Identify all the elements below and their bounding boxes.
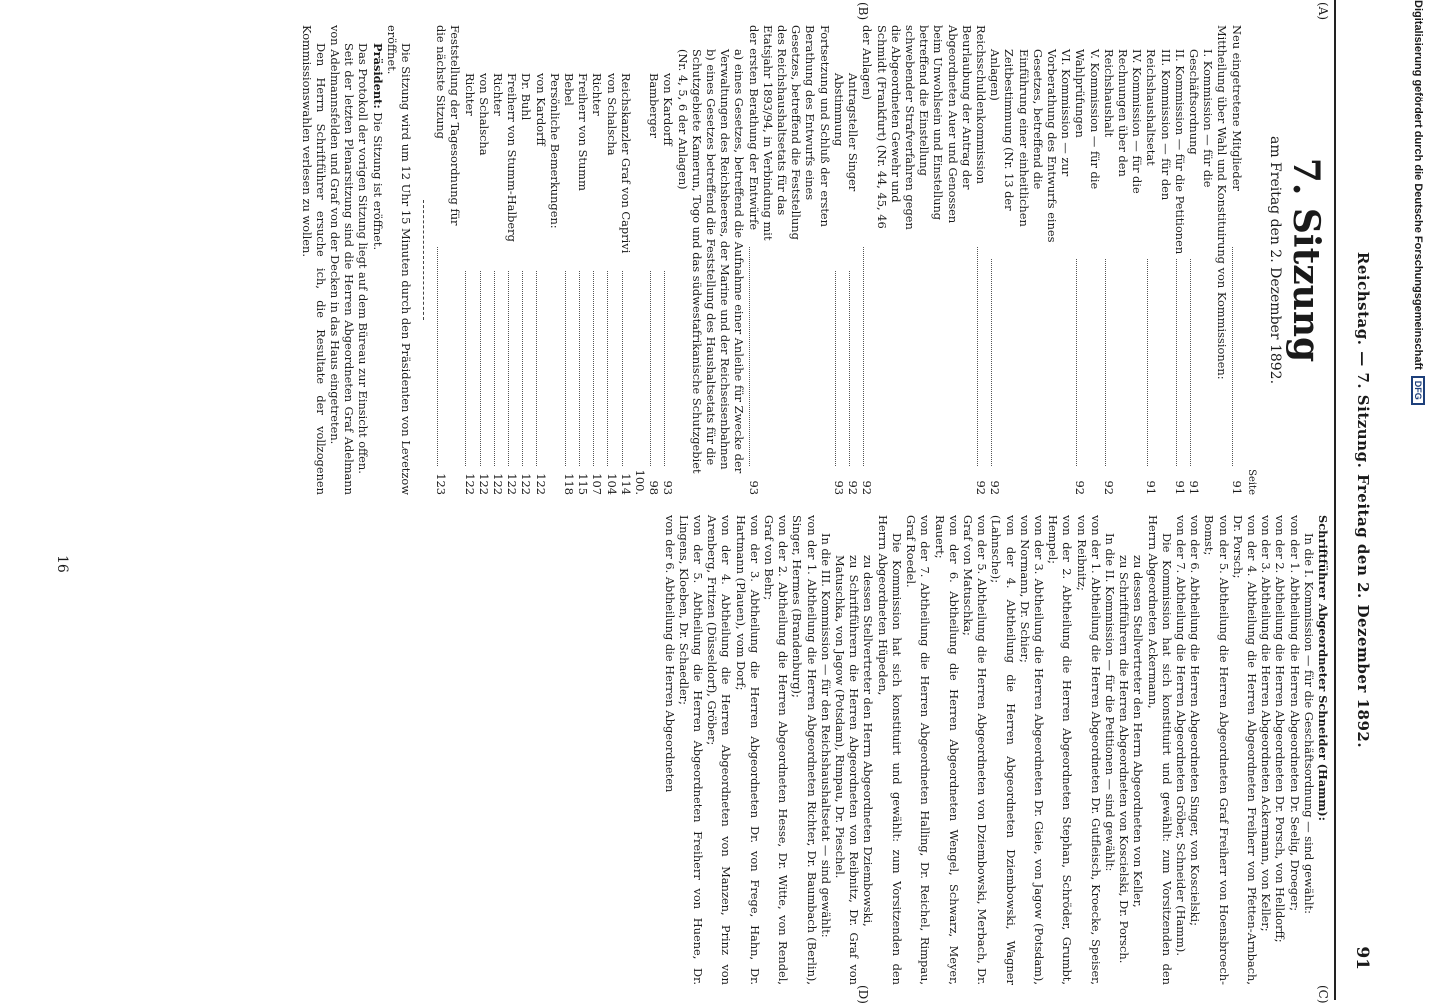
toc-entry: [576, 25, 590, 495]
toc-entry-page: 122: [462, 473, 477, 495]
session-date: am Freitag den 2. Dezember 1892.: [1267, 135, 1283, 385]
toc-entry: [562, 25, 576, 495]
toc-entry-text: von Kardorff: [661, 73, 676, 146]
toc-dot-leader: [508, 271, 509, 466]
toc-dot-leader: [536, 271, 537, 466]
toc-entry: [491, 25, 505, 495]
toc-entry-text: Beurlaubung der Antrag der Abgeordneten Auer und Genossen beim Unwohlsein und Einstellung betreffend die Einstellung schwebender Strafverfahren gegen die Abgeordneten Gewehr und Schmidt (Frankfurt) (Nr. 44, 45, 46 der Anlagen): [860, 25, 974, 230]
president-label: Präsident:: [370, 43, 385, 109]
toc-entry: [462, 25, 476, 495]
toc-entry: [1144, 25, 1172, 495]
commission-line: von der 2. Abtheilung die Herren Abgeordneten Stephan, Schröder, Grumbt, Hempel;: [1046, 515, 1075, 985]
toc-entry-text: a) eines Gesetzes, betreffend die Aufnahme einer Anleihe für Zwecke der Verwaltungen des Reichsheeres, der Marine und der Reichseisenbahnen: [718, 49, 747, 474]
toc-entry: [661, 25, 675, 495]
toc-entry: [1073, 25, 1101, 495]
commission-line: von der 6. Abtheilung die Herren Abgeordneten Wengel, Schwarz, Meyer, Rauert;: [932, 515, 961, 985]
toc-entry-text: Reichskanzler Graf von Caprivi: [618, 73, 633, 254]
commission-line: zu dessen Stellvertreter den Herrn Abgeordneten von Keller,: [1131, 555, 1146, 908]
commission-line: zu Schriftführern die Herren Abgeordneten von Reibnitz, Dr. Graf von Matuschka, von Jagow (Potsdam), Rimpau, Dr. Pieschel.: [833, 555, 862, 985]
commission-line: von der 6. Abtheilung die Herren Abgeordneten Singer, von Koscielski;: [1188, 515, 1203, 926]
commission-line: von der 4. Abtheilung die Herren Abgeordneten von Manzen, Prinz von Arenberg, Fritzen (Düsseldorf), Gröber;: [705, 515, 734, 985]
toc-entry-page: 100. 114: [618, 469, 648, 495]
commission-line: von der 3. Abtheilung die Herren Abgeordneten Dr. Gieie, von Jagow (Potsdam), von Normann, Dr. Schier;: [1017, 515, 1046, 985]
paragraph-request: Den Herrn Schriftführer ersuche ich, die Resultate der vollzogenen Kommissionswahlen verlesen zu wollen.: [299, 25, 328, 495]
toc-dot-leader: [522, 271, 523, 466]
commission-line: zu Schriftführern die Herren Abgeordneten von Koscielski, Dr. Porsch.: [1117, 555, 1132, 964]
commission-line: von der 7. Abtheilung die Herren Abgeordneten Gröber, Schneider (Hamm).: [1173, 515, 1188, 956]
toc-entry: [477, 25, 491, 495]
toc-entry: [1229, 25, 1243, 495]
toc-dot-leader: [1176, 259, 1177, 466]
opening-paragraph: Die Sitzung wird um 12 Uhr 15 Minuten durch den Präsidenten von Levetzow eröffnet.: [384, 25, 414, 495]
toc-entry: [860, 25, 974, 495]
commission-line: von der 5. Abtheilung die Herren Abgeordneten Graf Freiherr von Hoensbroech-Bomst;: [1202, 515, 1231, 985]
toc-entry-page: 92: [846, 480, 861, 495]
toc-entry-text: VI. Kommission — zur Vorberathung des Entwurfs eines Gesetzes, betreffend die Einführung einer einheitlichen Zeitbestimmung (Nr. 13 der Anlagen): [988, 49, 1074, 243]
toc-entry: [832, 25, 846, 495]
toc-entry-text: Bebel: [562, 73, 577, 106]
seite-label: Seite: [1245, 469, 1257, 495]
toc-entry-page: 98: [647, 480, 662, 495]
toc-dot-leader: [480, 271, 481, 466]
commission-line: Die Kommission hat sich konstituirt und gewählt: zum Vorsitzenden den Herrn Abgeordneten Hüpeden,: [875, 515, 904, 985]
toc-entry-page: 92: [860, 480, 875, 495]
toc-entry: [604, 25, 618, 495]
toc-entry-page: 92: [988, 480, 1003, 495]
rotated-scanned-page: [40, 0, 1390, 1004]
toc-entry-text: Dr. Buhl: [519, 73, 534, 121]
toc-entry-page: 93: [661, 480, 676, 495]
section-mark: 16: [54, 555, 70, 573]
session-title: 7. Sitzung: [1285, 157, 1327, 363]
commission-line: von der 5. Abtheilung die Herren Abgeordneten Freiherr von Huene, Dr. Lingens, Kloeben, Dr. Schaedler;: [676, 515, 706, 985]
toc-dot-leader: [579, 271, 580, 466]
president-text: Die Sitzung ist eröffnet.: [370, 112, 385, 251]
toc-entry-page: 122: [491, 473, 506, 495]
commission-line: von der 4. Abtheilung die Herren Abgeordneten Freiherr von Pfetten-Arnbach, Dr. Porsch;: [1230, 515, 1259, 985]
toc-entry: [505, 25, 519, 495]
toc-entry-page: 92: [1073, 480, 1088, 495]
toc-entry-page: 91: [1144, 480, 1159, 495]
toc-dot-leader: [1190, 259, 1191, 466]
commission-line: von der 6. Abtheilung die Herren Abgeordneten: [662, 515, 677, 793]
right-column: [662, 515, 1330, 985]
toc-entry-text: I. Kommission — für die Geschäftsordnung: [1186, 49, 1216, 188]
toc-entry: [533, 25, 547, 495]
toc-dot-leader: [1147, 259, 1148, 466]
toc-entry: [846, 25, 860, 495]
commission-line: von der 1. Abtheilung die Herren Abgeordneten Dr. Seelig, Droeger;: [1287, 515, 1302, 912]
toc-entry-text: Mittheilung über Wahl und Konstituirung von Kommissionen:: [1215, 25, 1230, 380]
left-column: [299, 25, 1330, 495]
commission-line: In die III. Kommission — für den Reichshaushaltsetat — sind gewählt:: [818, 533, 833, 938]
toc-entry-text: Persönliche Bemerkungen:: [547, 73, 562, 229]
toc-entry-page: 118: [562, 473, 577, 495]
separator: [423, 200, 424, 320]
toc-entry-page: 91: [1172, 480, 1187, 495]
toc-entry-text: Antragsteller Singer: [846, 73, 861, 192]
toc-dot-leader: [437, 247, 438, 466]
margin-marker-b: (B): [856, 2, 870, 21]
toc-dot-leader: [494, 271, 495, 466]
toc-entry-page: 93: [746, 480, 761, 495]
commission-line: von der 1. Abtheilung die Herren Abgeordneten Dr. Gutfleisch, Kroecke, Speiser, von Reibnitz;: [1074, 515, 1103, 985]
toc-entry-page: 104: [604, 473, 619, 495]
toc-entry: [647, 25, 661, 495]
toc-entry-text: V. Kommission — für die Wahlprüfungen: [1073, 49, 1102, 190]
toc-dot-leader: [565, 271, 566, 466]
toc-dot-leader: [1232, 247, 1233, 466]
toc-dot-leader: [849, 271, 850, 466]
toc-entry: [974, 25, 988, 495]
toc-dot-leader: [465, 271, 466, 466]
toc-entry-text: Richter: [590, 73, 605, 116]
toc-entry-page: 122: [505, 473, 520, 495]
toc-entry: [988, 25, 1073, 495]
margin-marker-c: (C): [1316, 985, 1330, 1004]
toc-entry-page: 92: [1101, 480, 1116, 495]
toc-dot-leader: [622, 271, 623, 466]
toc-dot-leader: [1105, 259, 1106, 466]
toc-entry-page: 93: [831, 480, 846, 495]
table-of-contents: [434, 25, 1244, 495]
toc-entry-page: 91: [1229, 480, 1244, 495]
toc-entry: [434, 25, 462, 495]
toc-entry-text: Richter: [491, 73, 506, 116]
toc-dot-leader: [835, 271, 836, 466]
toc-entry-text: von Kardorff: [533, 73, 548, 146]
commission-line: von der 2. Abtheilung die Herren Abgeordneten Hesse, Dr. Witte, von Rendel, Graf von Behr;: [762, 515, 791, 985]
toc-entry-text: b) eines Gesetzes betreffend die Feststellung des Haushaltsetats für die Schutzgebiete Kamerun, Togo und das südwestafrikanische Schutzgebiet (Nr. 4, 5, 6 der Anlagen): [675, 49, 719, 474]
toc-entry-text: Fortsetzung und Schluß der ersten Berathung des Entwurfs eines Gesetzes, betreffend die Feststellung des Reichshaushaltsetats für das Etatsjahr 1893/94, in Verbindung mit der ersten Berathung der Entwürfe: [746, 25, 832, 241]
page-header: [1334, 0, 1382, 1000]
toc-entry: [718, 25, 746, 495]
toc-entry-page: 122: [533, 473, 548, 495]
paragraph-protocol: Das Protokoll der vorigen Sitzung liegt auf dem Büreau zur Einsicht offen.: [356, 43, 371, 474]
toc-entry-page: 123: [434, 473, 449, 495]
toc-entry-page: 122: [476, 473, 491, 495]
dfg-logo: DFG: [1411, 376, 1425, 405]
toc-entry-text: Bamberger: [647, 73, 662, 138]
toc-entry: [548, 25, 562, 495]
toc-entry-text: Freiherr von Stumm: [576, 73, 591, 191]
toc-entry: [1173, 25, 1187, 495]
commission-line: von der 3. Abtheilung die Herren Abgeordneten Ackermann, von Keller;: [1259, 515, 1274, 932]
toc-entry-page: 122: [519, 473, 534, 495]
toc-dot-leader: [664, 271, 665, 466]
toc-dot-leader: [1076, 259, 1077, 466]
commission-line: von der 3. Abtheilung die Herren Abgeordneten Dr. von Frege, Hahn, Dr. Hartmann (Plauen), vom Dorf;: [733, 515, 762, 985]
toc-entry: [675, 25, 718, 495]
toc-entry-text: Reichsschuldenkommission: [973, 25, 988, 184]
toc-entry-text: von Schalscha: [476, 73, 491, 156]
toc-dot-leader: [863, 247, 864, 466]
toc-entry-text: Freiherr von Stumm-Halberg: [505, 73, 520, 242]
commission-line: von der 2. Abtheilung die Herren Abgeordneten Dr. Porsch, von Helldorff;: [1273, 515, 1288, 943]
toc-entry: [1187, 25, 1215, 495]
toc-entry-text: Feststellung der Tagesordnung für die nächste Sitzung: [434, 25, 463, 226]
toc-entry: [1102, 25, 1145, 495]
digitization-credit: Digitalisierung gefördert durch die Deutsche Forschungsgemeinschaft: [1412, 0, 1424, 370]
toc-dot-leader: [607, 271, 608, 466]
commission-line: von der 1. Abtheilung die Herren Abgeordneten Richter, Dr. Baumbach (Berlin), Singer, Hermes (Brandenburg);: [790, 515, 819, 985]
toc-dot-leader: [977, 247, 978, 466]
toc-entry-text: II. Kommission — für die Petitionen: [1172, 49, 1187, 255]
toc-entry-page: 107: [590, 473, 605, 495]
margin-marker-a: (A): [1316, 2, 1330, 21]
page-number: 91: [1352, 946, 1372, 970]
toc-entry: [519, 25, 533, 495]
toc-entry-text: Neu eingetretene Mitglieder: [1229, 25, 1244, 191]
toc-entry-page: 91: [1186, 480, 1201, 495]
toc-entry: [619, 25, 647, 495]
toc-dot-leader: [991, 259, 992, 466]
president-statement: [370, 25, 384, 495]
commission-line: zu dessen Stellvertreter den Herrn Abgeordneten Dziembowski,: [861, 555, 876, 927]
toc-entry: [590, 25, 604, 495]
commission-line: Schriftführer Abgeordneter Schneider (Hamm):: [1316, 515, 1330, 821]
toc-entry-page: 115: [576, 473, 591, 495]
commission-line: In die II. Kommission — für die Petitionen — sind gewählt:: [1102, 533, 1117, 872]
digitization-sidebar: [1404, 0, 1432, 1000]
toc-entry-text: von Schalscha: [604, 73, 619, 156]
toc-entry-text: Abstimmung: [831, 73, 846, 147]
commission-line: In die I. Kommission — für die Geschäftsordnung — sind gewählt:: [1301, 533, 1316, 914]
toc-entry-text: III. Kommission — für den Reichshaushaltsetat: [1144, 49, 1173, 201]
paragraph-new-members: Seit der letzten Plenarsitzung sind die Herren Abgeordneten Graf Adelmann von Adelmannsfelden und Graf von der Decken in das Haus eingetreten.: [328, 25, 357, 495]
commission-line: Die Kommission hat sich konstituirt und gewählt: zum Vorsitzenden den Herrn Abgeordneten Ackermann,: [1145, 515, 1174, 985]
toc-dot-leader: [650, 271, 651, 466]
toc-dot-leader: [593, 271, 594, 466]
toc-entry-text: Richter: [462, 73, 477, 116]
commission-line: von der 7. Abtheilung die Herren Abgeordneten Halling, Dr. Reichel, Rimpau, Graf Roedel.: [904, 515, 933, 985]
toc-entry-text: IV. Kommission — für die Rechnungen über den Reichshaushalt: [1101, 49, 1145, 194]
toc-dot-leader: [749, 247, 750, 466]
toc-entry: [746, 25, 831, 495]
commission-line: von der 4. Abtheilung die Herren Abgeordneten Dziembowski, Wagner (Lahnsche);: [989, 515, 1018, 985]
commission-line: von der 5. Abtheilung die Herren Abgeordneten von Dziembowski, Merbach, Dr. Graf von Matuschka;: [960, 515, 990, 985]
running-title: Reichstag. — 7. Sitzung. Freitag den 2. Dezember 1892.: [1354, 251, 1372, 749]
toc-entry: [1215, 25, 1229, 495]
toc-entry-page: 92: [973, 480, 988, 495]
margin-marker-d: (D): [856, 985, 870, 1004]
